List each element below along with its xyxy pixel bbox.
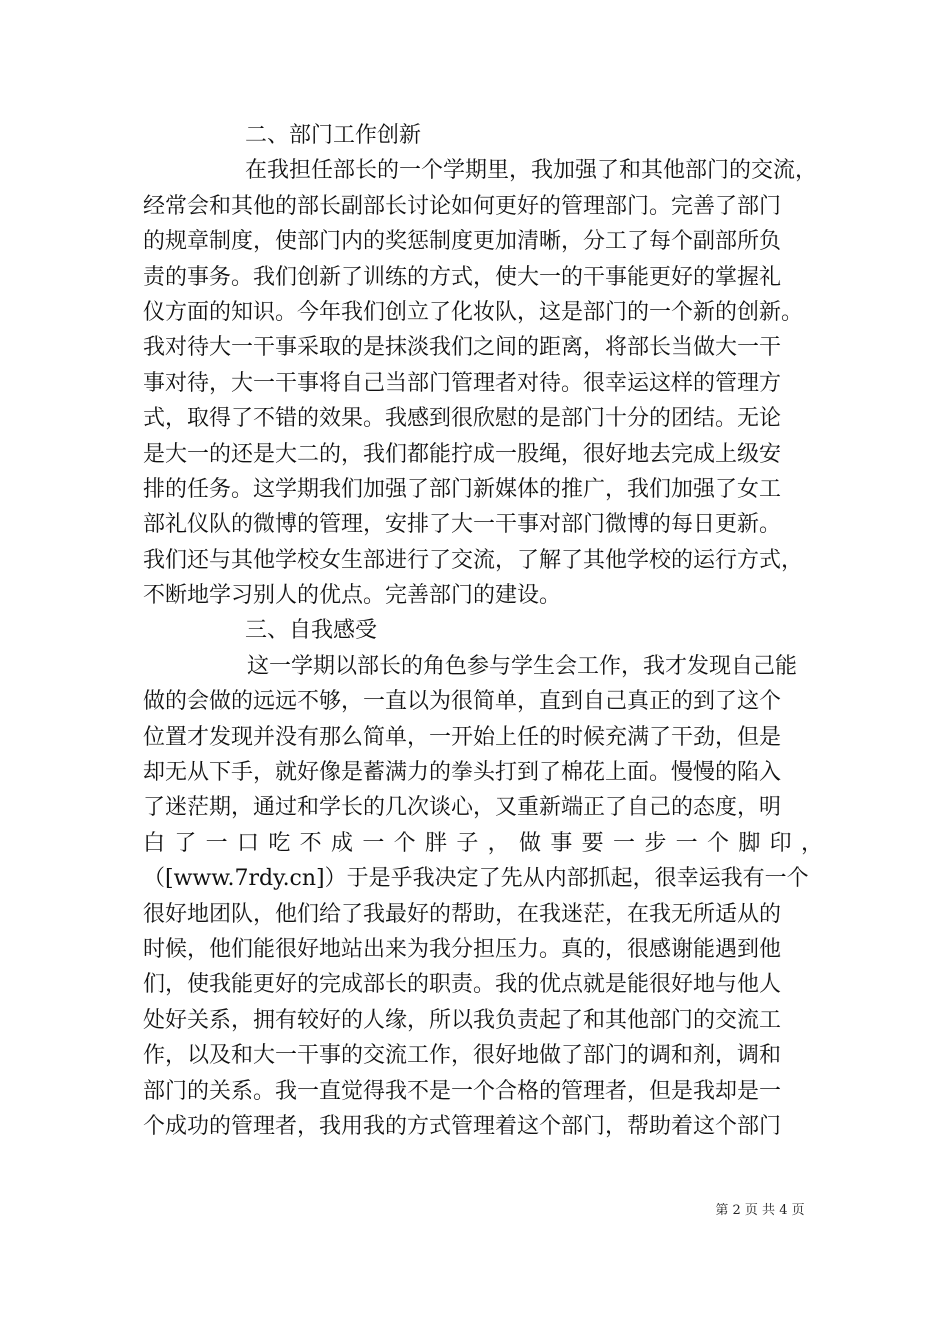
paragraph-line: 部礼仪队的微博的管理，安排了大一干事对部门微博的每日更新。 [143,512,782,538]
paragraph-line: 很好地团队，他们给了我最好的帮助，在我迷茫，在我无所适从的 [143,901,782,927]
section-heading-self-reflection: 三、自我感受 [245,618,378,644]
paragraph-line: 式，取得了不错的效果。我感到很欣慰的是部门十分的团结。无论 [143,406,782,432]
section-self-reflection-paragraph [143,649,823,1144]
paragraph-line: 时候，他们能很好地站出来为我分担压力。真的，很感谢能遇到他 [143,936,782,962]
paragraph-line: 位置才发现并没有那么简单，一开始上任的时候充满了干劲，但是 [143,724,782,750]
paragraph-line: 是大一的还是大二的，我们都能拧成一股绳，很好地去完成上级安 [143,441,782,467]
paragraph-line: 事对待，大一干事将自己当部门管理者对待。很幸运这样的管理方 [143,370,782,396]
paragraph-line: 处好关系，拥有较好的人缘，所以我负责起了和其他部门的交流工 [143,1007,782,1033]
paragraph-line: （[www.7rdy.cn]）于是乎我决定了先从内部抓起，很幸运我有一个 [143,866,809,892]
paragraph-line: 不断地学习别人的优点。完善部门的建设。 [143,583,562,609]
paragraph-line: 排的任务。这学期我们加强了部门新媒体的推广，我们加强了女工 [143,476,782,502]
document-body [143,118,823,1144]
paragraph-line: 却无从下手，就好像是蓄满力的拳头打到了棉花上面。慢慢的陷入 [143,760,782,786]
paragraph-line: 在我担任部长的一个学期里，我加强了和其他部门的交流， [245,158,818,184]
paragraph-line: 经常会和其他的部长副部长讨论如何更好的管理部门。完善了部门 [143,193,782,219]
paragraph-line: 仪方面的知识。今年我们创立了化妆队，这是部门的一个新的创新。 [143,299,804,325]
paragraph-line: 责的事务。我们创新了训练的方式，使大一的干事能更好的掌握礼 [143,264,782,290]
paragraph-line: 这一学期以部长的角色参与学生会工作，我才发现自己能 [247,653,798,679]
paragraph-line: 白了一口吃不成一个胖子，做事要一步一个脚印， [143,830,823,856]
section-innovation-paragraph [143,153,823,613]
paragraph-line: 作，以及和大一干事的交流工作，很好地做了部门的调和剂，调和 [143,1043,782,1069]
paragraph-line: 部门的关系。我一直觉得我不是一个合格的管理者，但是我却是一 [143,1078,782,1104]
section-heading-innovation: 二、部门工作创新 [245,123,422,148]
paragraph-line: 做的会做的远远不够，一直以为很简单，直到自己真正的到了这个 [143,689,782,715]
paragraph-line: 的规章制度，使部门内的奖惩制度更加清晰，分工了每个副部所负 [143,229,782,255]
paragraph-line: 我对待大一干事采取的是抹淡我们之间的距离，将部长当做大一干 [143,335,782,361]
page-number-footer: 第 2 页 共 4 页 [715,1203,805,1218]
paragraph-line: 了迷茫期，通过和学长的几次谈心，又重新端正了自己的态度，明 [143,795,782,821]
paragraph-line: 们，使我能更好的完成部长的职责。我的优点就是能很好地与他人 [143,972,782,998]
paragraph-line: 个成功的管理者，我用我的方式管理着这个部门，帮助着这个部门 [143,1113,782,1139]
paragraph-line: 我们还与其他学校女生部进行了交流，了解了其他学校的运行方式， [143,547,804,573]
